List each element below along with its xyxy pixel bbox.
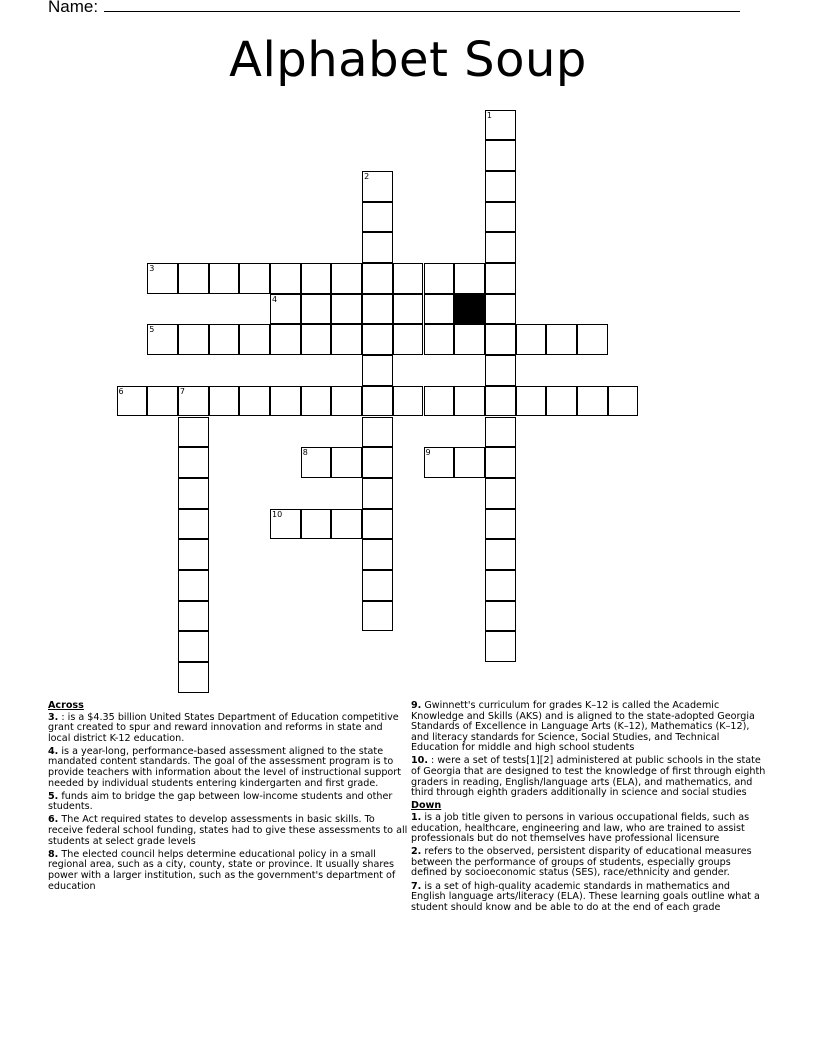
grid-cell[interactable]	[147, 263, 178, 294]
grid-cell[interactable]	[516, 386, 547, 417]
grid-cell[interactable]	[209, 263, 240, 294]
grid-cell[interactable]	[485, 509, 516, 540]
clue-number: 9	[425, 448, 431, 458]
grid-cell[interactable]	[485, 417, 516, 448]
grid-cell[interactable]	[331, 324, 362, 355]
grid-cell[interactable]	[178, 324, 209, 355]
down-clue-list	[411, 813, 767, 913]
clue-item-text: is a set of high-quality academic standards in mathematics and English language arts/literacy (ELA). These learning goals outline what a student should know and be able to do at the end of each grade	[411, 880, 760, 913]
grid-cell[interactable]	[424, 324, 455, 355]
grid-cell[interactable]	[331, 386, 362, 417]
grid-cell[interactable]	[178, 478, 209, 509]
clue-number: 7	[179, 386, 185, 396]
grid-cell[interactable]	[362, 447, 393, 478]
grid-cell[interactable]	[362, 478, 393, 509]
clue-item-text: is a year-long, performance-based assessment aligned to the state mandated content standards. The goal of the assessment program is to provide teachers with information about the level of instructional support needed by individual students entering kindergarten and first grade.	[48, 745, 401, 789]
clue-item-number: 9.	[411, 700, 422, 711]
puzzle-title: Alphabet Soup	[229, 32, 587, 88]
grid-cell[interactable]	[454, 263, 485, 294]
clue-item-text: funds aim to bridge the gap between low-income students and other students.	[48, 790, 393, 813]
clue-item	[411, 813, 767, 845]
across-clue-list	[48, 713, 408, 893]
grid-cell[interactable]	[393, 324, 424, 355]
grid-cell[interactable]	[178, 539, 209, 570]
clue-item	[48, 815, 408, 847]
grid-cell[interactable]	[424, 294, 455, 325]
grid-cell[interactable]	[485, 355, 516, 386]
grid-cell[interactable]	[393, 263, 424, 294]
grid-cell[interactable]	[178, 447, 209, 478]
clue-item-text: : were a set of tests[1][2] administered at public schools in the state of Georgia that are designed to test the knowledge of first through eighth graders in reading, English/language arts (ELA), and mathematics, and third through eighth graders additionally in science and social studies	[411, 755, 766, 799]
clue-item-text: refers to the observed, persistent disparity of educational measures between the performance of groups of students, especially groups defined by socioeconomic status (SES), race/ethnicity and gender.	[411, 846, 752, 879]
grid-cell[interactable]	[577, 324, 608, 355]
clue-item	[411, 701, 767, 754]
clue-number: 6	[118, 386, 124, 396]
clue-number: 10	[272, 509, 283, 519]
grid-cell[interactable]	[147, 386, 178, 417]
grid-cell[interactable]	[270, 324, 301, 355]
grid-cell[interactable]	[331, 447, 362, 478]
grid-cell[interactable]	[178, 386, 209, 417]
grid-cell[interactable]	[424, 263, 455, 294]
grid-cell[interactable]	[239, 263, 270, 294]
grid-cell[interactable]	[485, 232, 516, 263]
grid-cell[interactable]	[485, 140, 516, 171]
grid-cell[interactable]	[454, 324, 485, 355]
grid-cell[interactable]	[301, 386, 332, 417]
grid-cell[interactable]	[362, 509, 393, 540]
grid-cell[interactable]	[485, 202, 516, 233]
grid-cell[interactable]	[608, 386, 639, 417]
grid-cell[interactable]	[485, 386, 516, 417]
grid-cell[interactable]	[301, 263, 332, 294]
clue-item	[48, 713, 408, 745]
grid-cell[interactable]	[331, 509, 362, 540]
clue-item	[48, 792, 408, 813]
grid-cell[interactable]	[270, 294, 301, 325]
grid-cell[interactable]	[454, 447, 485, 478]
grid-cell[interactable]	[178, 601, 209, 632]
grid-cell[interactable]	[178, 417, 209, 448]
grid-cell[interactable]	[485, 601, 516, 632]
grid-cell[interactable]	[362, 355, 393, 386]
grid-cell[interactable]	[331, 263, 362, 294]
clue-item-text: The elected council helps determine educational policy in a small regional area, such as a city, county, state or province. It usually shares power with a larger institution, such as the government's department of education	[48, 848, 396, 892]
clue-number: 3	[149, 264, 155, 273]
grid-cell[interactable]	[270, 509, 301, 540]
clue-number: 8	[302, 448, 308, 458]
grid-cell[interactable]	[485, 539, 516, 570]
grid-cell[interactable]	[147, 324, 178, 355]
grid-cell[interactable]	[362, 539, 393, 570]
grid-cell[interactable]	[485, 294, 516, 325]
grid-cell[interactable]	[546, 386, 577, 417]
clue-item-text: is a job title given to persons in various occupational fields, such as education, healthcare, engineering and law, who are trained to assist professionals but do not themselves have professional licensure	[411, 811, 750, 845]
grid-cell[interactable]	[485, 110, 516, 141]
clue-item-number: 8.	[48, 848, 59, 860]
clue-item-number: 4.	[48, 745, 59, 757]
grid-cell[interactable]	[117, 386, 148, 417]
grid-cell[interactable]	[331, 294, 362, 325]
clue-item-number: 5.	[48, 790, 59, 802]
clue-item-text: : is a $4.35 billion United States Department of Education competitive grant created to spur and reward innovation and reforms in state and local district K-12 education.	[48, 711, 399, 744]
clue-item-number: 2.	[411, 846, 422, 858]
clue-number: 1	[486, 110, 492, 120]
grid-cell[interactable]	[239, 386, 270, 417]
grid-cell[interactable]	[239, 324, 270, 355]
grid-cell[interactable]	[424, 386, 455, 417]
grid-cell[interactable]	[362, 263, 393, 294]
clue-item-number: 1.	[411, 811, 422, 823]
grid-cell[interactable]	[301, 447, 332, 478]
clue-item-text: Gwinnett's curriculum for grades K–12 is called the Academic Knowledge and Skills (AKS) and is aligned to the state-adopted Georgia Standards of Excellence in Language Arts (K–12), Mathematics (K–12), and literacy standards for Science, Social Studies, and Technical Education for middle and high school students	[411, 700, 755, 754]
grid-cell[interactable]	[485, 631, 516, 662]
grid-cell[interactable]	[209, 324, 240, 355]
grid-cell[interactable]	[546, 324, 577, 355]
grid-cell[interactable]	[362, 386, 393, 417]
grid-cell[interactable]	[577, 386, 608, 417]
grid-cell[interactable]	[485, 478, 516, 509]
clue-number: 2	[364, 171, 370, 181]
grid-cell[interactable]	[178, 631, 209, 662]
grid-cell[interactable]	[485, 171, 516, 202]
grid-cell[interactable]	[485, 263, 516, 294]
clue-item-number: 7.	[411, 880, 422, 892]
grid-cell[interactable]	[362, 202, 393, 233]
clue-item	[411, 882, 767, 914]
grid-cell[interactable]	[362, 570, 393, 601]
clue-item-number: 3.	[48, 711, 59, 723]
grid-cell[interactable]	[301, 509, 332, 540]
grid-cell[interactable]	[393, 294, 424, 325]
grid-cell[interactable]	[301, 324, 332, 355]
grid-cell[interactable]	[393, 386, 424, 417]
clue-item	[411, 756, 767, 798]
grid-cell[interactable]	[301, 294, 332, 325]
grid-cell[interactable]	[485, 447, 516, 478]
grid-cell[interactable]	[270, 386, 301, 417]
clues-right-column	[411, 701, 767, 916]
down-heading: Down	[411, 800, 442, 812]
name-label: Name:	[48, 0, 99, 16]
grid-cell[interactable]	[362, 601, 393, 632]
grid-cell[interactable]	[424, 447, 455, 478]
grid-cell[interactable]	[270, 263, 301, 294]
clue-item-number: 10.	[411, 755, 428, 767]
clues-left-column	[48, 701, 408, 895]
black-cell	[454, 294, 485, 325]
grid-cell[interactable]	[454, 386, 485, 417]
grid-cell[interactable]	[362, 232, 393, 263]
clue-item	[48, 747, 408, 789]
clue-number: 5	[149, 325, 155, 335]
grid-cell[interactable]	[362, 417, 393, 448]
clue-item-number: 6.	[48, 814, 59, 826]
clue-item-text: The Act required states to develop assessments in basic skills. To receive federal school funding, states had to give these assessments to all students at select grade levels	[48, 814, 408, 847]
across-heading: Across	[48, 700, 84, 711]
clue-item	[411, 847, 767, 879]
grid-cell[interactable]	[178, 509, 209, 540]
grid-cell[interactable]	[178, 263, 209, 294]
clue-number: 4	[272, 294, 278, 304]
across-clue-list-continued	[411, 701, 767, 799]
grid-cell[interactable]	[516, 324, 547, 355]
grid-cell[interactable]	[485, 570, 516, 601]
grid-cell[interactable]	[362, 294, 393, 325]
grid-cell[interactable]	[178, 662, 209, 693]
grid-cell[interactable]	[362, 171, 393, 202]
grid-cell[interactable]	[362, 324, 393, 355]
grid-cell[interactable]	[178, 570, 209, 601]
clue-item	[48, 850, 408, 892]
grid-cell[interactable]	[485, 324, 516, 355]
grid-cell[interactable]	[209, 386, 240, 417]
